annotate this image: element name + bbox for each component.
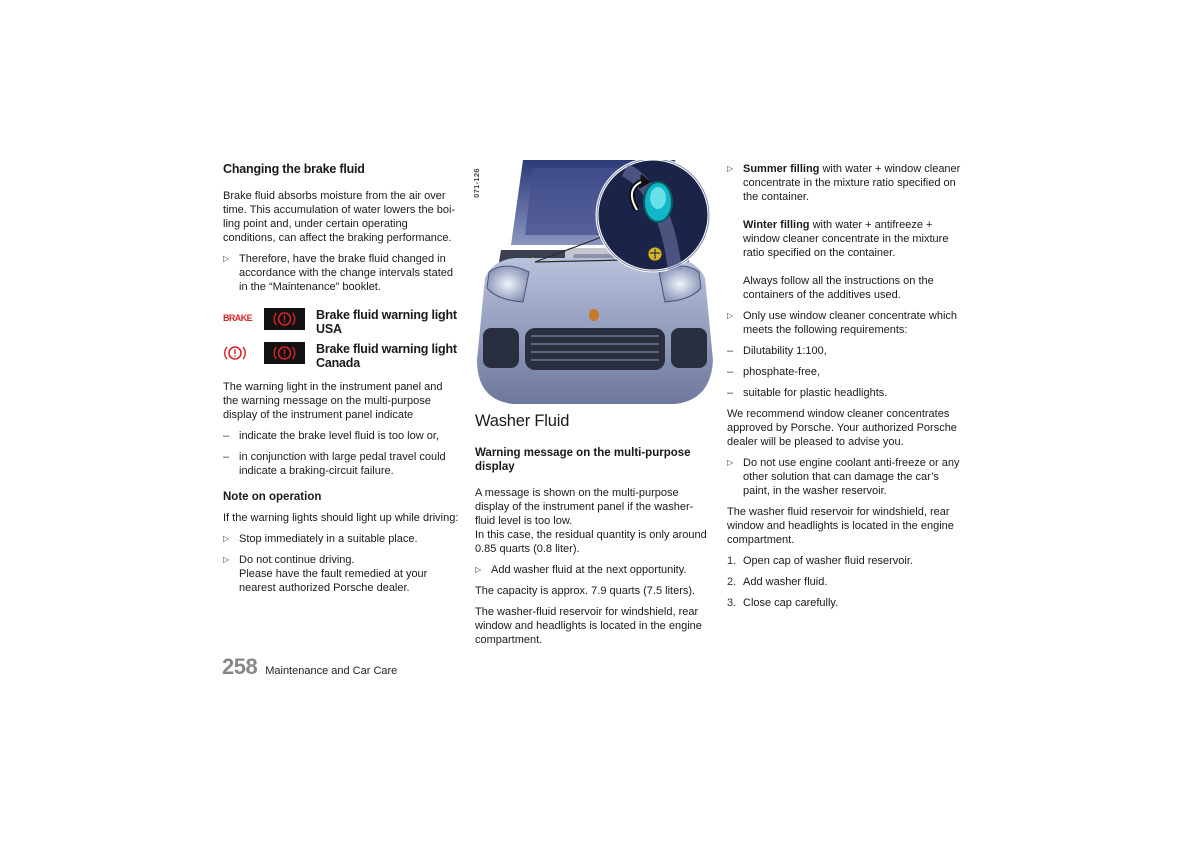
note-heading: Note on operation (223, 491, 322, 503)
warning-light-canada (223, 342, 459, 370)
triangle-bullet-icon: ▷ (223, 254, 230, 263)
bullet-item: ▷ Only use window cleaner concentrate which meets the following requirements: (727, 310, 958, 336)
warning-light-title: Brake fluid warning light (316, 342, 457, 356)
location-paragraph: The washer-fluid reservoir for windshield, rear window and headlights is located in the engine compartment. (475, 606, 702, 646)
capacity-paragraph: The capacity is approx. 7.9 quarts (7.5 liters). (475, 585, 696, 597)
page-number: 258 (222, 654, 258, 679)
winter-filling-label: Winter filling (743, 219, 810, 231)
indented-paragraph: Always follow all the instructions on the containers of the additives used. (743, 275, 934, 301)
bullet-item: ▷ Summer filling with water + window cleaner concentrate in the mixture ratio specified on the container. (727, 163, 961, 203)
indented-paragraph: Winter filling with water + antifreeze + window cleaner concentrate in the mixture ratio specified on the container. (743, 219, 949, 259)
dash-item: – in conjunction with large pedal travel could indicate a braking-circuit failure. (223, 451, 446, 477)
residual-paragraph: In this case, the residual quantity is only around 0.85 quarts (0.8 liter). (475, 529, 707, 555)
bullet-item: ▷ Do not use engine coolant anti-freeze or any other solution that can damage the car’s paint, in the washer reservoir. (727, 457, 960, 497)
message-paragraph: A message is shown on the multi-purpose display of the instrument panel if the washer-fluid level is too low. (475, 487, 694, 527)
brake-warning-indicator-icon (264, 308, 305, 330)
dash-item: – Dilutability 1:100, (727, 345, 827, 357)
dash-item: – indicate the brake level fluid is too low or, (223, 430, 439, 442)
recommend-paragraph: We recommend window cleaner concentrates approved by Porsche. Your authorized Porsche dealer will be pleased to advise you. (727, 408, 957, 448)
triangle-bullet-icon: ▷ (727, 458, 734, 467)
brake-fluid-intro: Brake fluid absorbs moisture from the air over time. This accumulation of water lowers the boi-ling point and, under certain operating conditions, can affect the braking performance. (223, 190, 456, 244)
bullet-item: ▷ Do not continue driving. Please have the fault remedied at your nearest authorized Porsche dealer. (223, 554, 428, 594)
warning-light-title: Brake fluid warning light (316, 308, 457, 322)
reservoir-location-paragraph: The washer fluid reservoir for windshield, rear window and headlights is located in the engine compartment. (727, 506, 954, 546)
numbered-step: 2. Add washer fluid. (727, 576, 828, 588)
warning-light-region: Canada (316, 356, 360, 370)
bullet-item: ▷ Stop immediately in a suitable place. (223, 533, 418, 545)
image-reference-code: 071-126 (471, 168, 481, 198)
brake-circle-symbol-icon (223, 342, 264, 364)
column-right (727, 160, 965, 610)
note-text: If the warning lights should light up while driving: (223, 512, 459, 524)
column-middle (475, 411, 713, 647)
bullet-item (223, 252, 459, 294)
brake-warning-indicator-icon (264, 342, 305, 364)
washer-fluid-heading: Washer Fluid (475, 412, 570, 430)
triangle-bullet-icon: ▷ (223, 555, 230, 564)
summer-filling-label: Summer filling (743, 163, 820, 175)
section-title: Maintenance and Car Care (265, 665, 398, 677)
triangle-bullet-icon: ▷ (727, 311, 734, 320)
brake-fluid-heading: Changing the brake fluid (223, 162, 365, 176)
page-footer (222, 654, 398, 679)
dash-item: – suitable for plastic headlights. (727, 387, 888, 399)
triangle-bullet-icon: ▷ (727, 164, 734, 173)
warning-light-region: USA (316, 322, 342, 336)
indicate-paragraph: The warning light in the instrument panel and the warning message on the multi-purpose display of the instrument panel indicate (223, 381, 443, 421)
numbered-step: 3. Close cap carefully. (727, 597, 839, 609)
triangle-bullet-icon: ▷ (475, 565, 482, 574)
bullet-text: Therefore, have the brake fluid changed in accordance with the change intervals stated in the “Maintenance” booklet. (239, 253, 454, 293)
column-left (223, 160, 459, 595)
bullet-item: ▷ Add washer fluid at the next opportunity. (475, 564, 687, 576)
engine-compartment-illustration (475, 160, 713, 404)
warning-light-usa (223, 308, 459, 336)
brake-text-symbol-icon: BRAKE (223, 313, 253, 323)
triangle-bullet-icon: ▷ (223, 534, 230, 543)
warning-message-subheading: Warning message on the multi-purpose display (475, 447, 691, 473)
dash-item: – phosphate-free, (727, 366, 821, 378)
numbered-step: 1. Open cap of washer fluid reservoir. (727, 555, 913, 567)
